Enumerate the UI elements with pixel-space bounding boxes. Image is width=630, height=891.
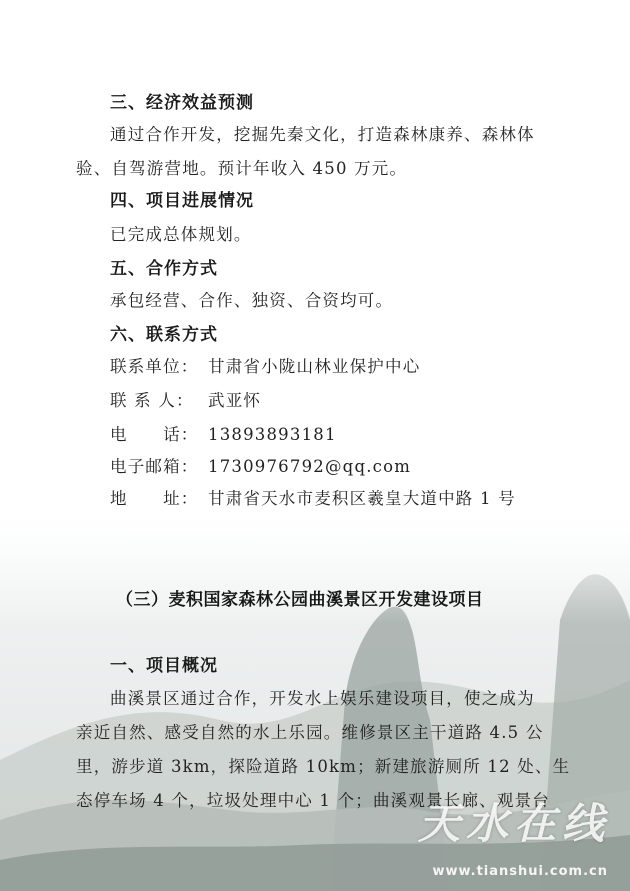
- contact-row: [110, 356, 420, 378]
- contact-row: [110, 488, 516, 510]
- contact-value: 甘肃省小陇山林业保护中心: [208, 357, 421, 376]
- contact-label: 联 系 人：: [110, 391, 194, 410]
- contact-row: [110, 424, 337, 446]
- contact-value: 13893893181: [208, 425, 337, 444]
- watermark-logo: 天水在线: [417, 799, 610, 848]
- paragraph-line: 通过合作开发，挖掘先秦文化，打造森林康养、森林体: [110, 125, 535, 144]
- contact-label: 电子邮箱：: [110, 457, 199, 476]
- contact-value: 甘肃省天水市麦积区羲皇大道中路 1 号: [208, 489, 516, 508]
- watermark-url: www.tianshui.com.cn: [432, 864, 608, 879]
- contact-row: [110, 456, 411, 478]
- paragraph-line: 承包经营、合作、独资、合资均可。: [110, 291, 394, 310]
- contact-value: 武亚怀: [208, 391, 262, 410]
- paragraph-line: 验、自驾游营地。预计年收入 450 万元。: [76, 159, 408, 178]
- contact-label: 联系单位：: [110, 357, 199, 376]
- contact-row: [110, 390, 261, 412]
- email-value: 1730976792@qq.com: [208, 457, 412, 476]
- paragraph-line: 亲近自然、感受自然的水上乐园。维修景区主干道路 4.5 公: [76, 723, 544, 742]
- section-heading: 五、合作方式: [110, 259, 218, 279]
- section-heading: 六、联系方式: [110, 325, 218, 345]
- paragraph-line: 态停车场 4 个，垃圾处理中心 1 个；曲溪观景长廊、观景台: [76, 791, 550, 810]
- paragraph-line: 已完成总体规划。: [110, 225, 252, 244]
- section-heading: 三、经济效益预测: [110, 93, 254, 113]
- paragraph-line: 曲溪景区通过合作，开发水上娱乐建设项目，使之成为: [110, 689, 535, 708]
- contact-label: 地 址：: [110, 489, 199, 508]
- paragraph-line: 里，游步道 3km，探险道路 10km；新建旅游厕所 12 处、生: [76, 757, 571, 776]
- section-heading: 四、项目进展情况: [110, 191, 254, 211]
- section-heading: 一、项目概况: [110, 656, 218, 676]
- project-title: （三）麦积国家森林公园曲溪景区开发建设项目: [116, 590, 484, 610]
- contact-label: 电 话：: [110, 425, 199, 444]
